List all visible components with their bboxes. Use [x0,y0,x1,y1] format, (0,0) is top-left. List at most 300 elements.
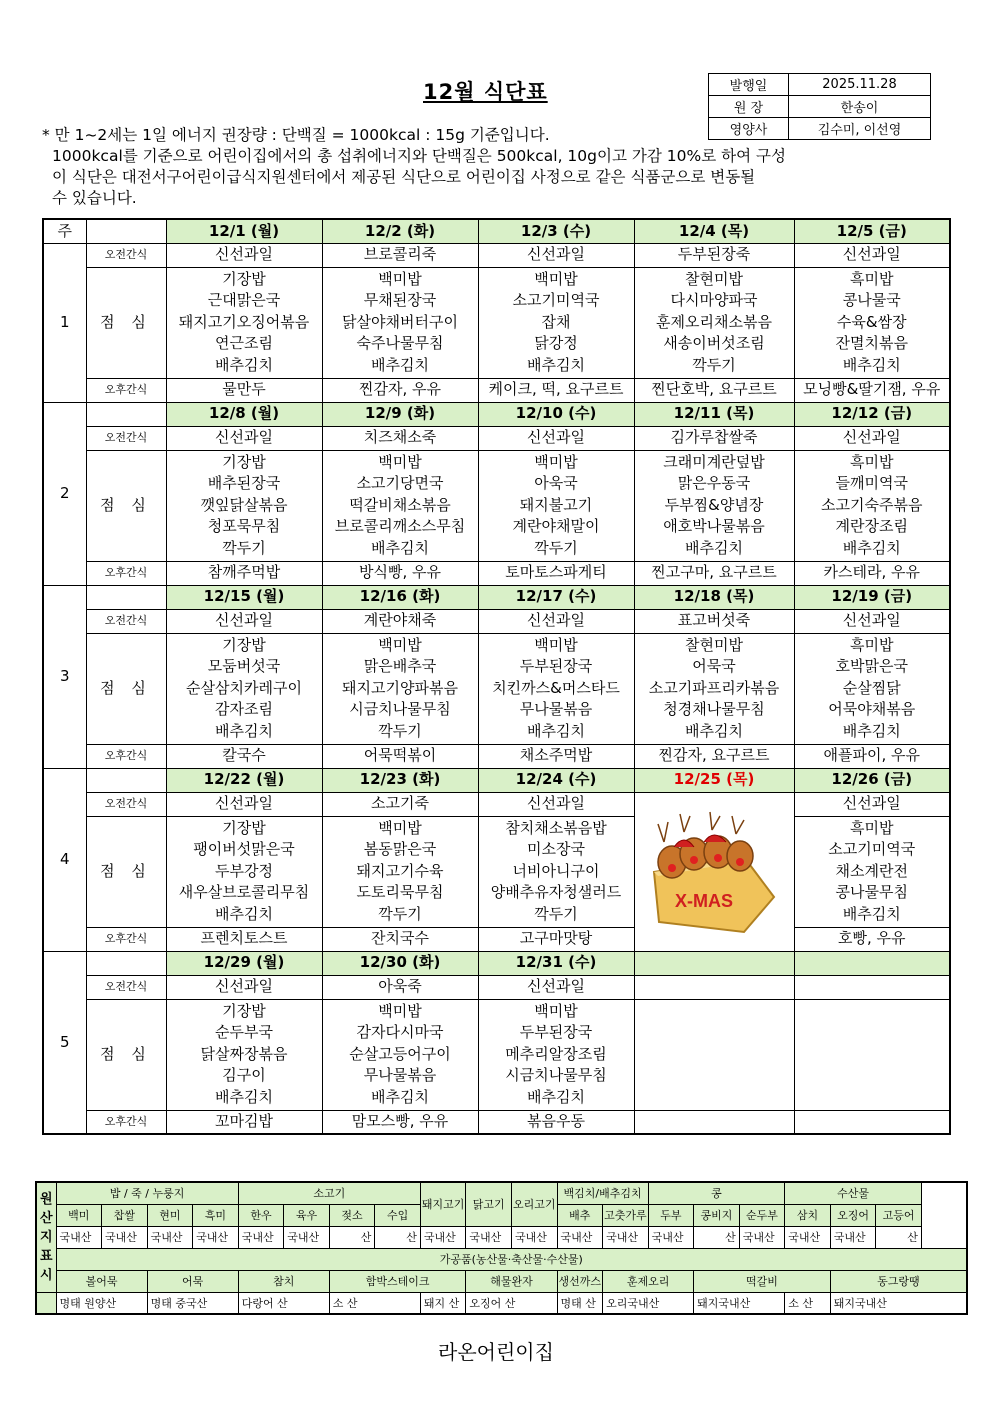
lunch-item: 떡갈비채소볶음 [349,495,451,514]
lunch-item: 순살찜닭 [842,678,901,697]
pm-snack-cell [794,1110,950,1134]
lunch-item: 깍두기 [534,904,578,923]
am-snack-label: 오전간식 [86,975,166,999]
day-header: 12/9 (화) [322,402,478,426]
am-snack-cell: 신선과일 [478,609,634,633]
origin-processed-value: 오징어 산 [466,1292,557,1314]
lunch-item: 깻잎닭살볶음 [200,495,288,514]
day-header: 12/8 (월) [166,402,322,426]
origin-item-value: 국내산 [511,1226,557,1248]
lunch-item: 기장밥 [222,818,266,837]
info-label: 원 장 [709,96,789,118]
origin-item-value: 산 [329,1226,375,1248]
origin-item-name: 오징어 [830,1204,876,1226]
lunch-item: 닭살짜장볶음 [200,1044,288,1063]
pm-snack-cell: 볶음우동 [478,1110,634,1134]
info-label: 영양사 [709,118,789,140]
notice-line: 수 있습니다. [52,189,137,207]
am-snack-cell: 김가루찹쌀죽 [634,426,794,450]
lunch-item: 백미밥 [378,269,422,288]
lunch-item: 근대맑은국 [207,291,281,310]
lunch-item: 배추김치 [215,1087,273,1106]
origin-processed-name-row [36,1270,967,1292]
lunch-item: 흑미밥 [850,635,894,654]
am-snack-cell: 신선과일 [794,609,950,633]
pm-snack-cell: 토마토스파게티 [478,561,634,585]
am-snack-cell: 신선과일 [166,426,322,450]
pm-snack-cell: 케이크, 떡, 요구르트 [478,378,634,402]
lunch-cell [166,999,322,1110]
lunch-item: 무나물볶음 [519,700,593,719]
lunch-item: 배추김치 [215,904,273,923]
pm-snack-cell: 카스테라, 우유 [794,561,950,585]
origin-processed-name: 떡갈비 [694,1270,831,1292]
am-snack-label: 오전간식 [86,243,166,267]
am-snack-row [43,609,950,633]
pm-snack-row [43,561,950,585]
day-header: 12/31 (수) [478,951,634,975]
lunch-item: 참치채소볶음밥 [505,818,607,837]
header-blank [86,219,166,243]
day-header [634,951,794,975]
pm-snack-cell: 꼬마김밥 [166,1110,322,1134]
day-header: 12/29 (월) [166,951,322,975]
day-header: 12/19 (금) [794,585,950,609]
day-header: 12/18 (목) [634,585,794,609]
lunch-cell [794,816,950,927]
notice [42,125,962,209]
lunch-item: 닭강정 [534,334,578,353]
lunch-cell [322,267,478,378]
lunch-item: 백미밥 [378,1001,422,1020]
week-header-row [43,219,950,243]
lunch-item: 도토리묵무침 [356,883,444,902]
lunch-item: 호박맑은국 [835,657,908,676]
lunch-item: 소고기숙주볶음 [821,495,923,514]
pm-snack-cell: 호빵, 우유 [794,927,950,951]
origin-item-value: 국내산 [284,1226,330,1248]
week-number: 2 [43,402,86,585]
week-header-row [43,768,950,792]
origin-table [35,1181,968,1315]
day-header: 12/2 (화) [322,219,478,243]
lunch-item: 배추김치 [371,1087,429,1106]
origin-item-value: 국내산 [193,1226,239,1248]
origin-processed-name: 생선까스 [557,1270,603,1292]
origin-processed-value: 명태 중국산 [147,1292,238,1314]
pm-snack-cell: 프렌치토스트 [166,927,322,951]
origin-item-name: 흑미 [193,1204,239,1226]
lunch-item: 잔멸치볶음 [835,334,908,353]
origin-item-value: 산 [375,1226,421,1248]
origin-item-value: 국내산 [102,1226,148,1248]
lunch-item: 기장밥 [222,1001,266,1020]
lunch-item: 어묵국 [692,657,736,676]
day-header: 12/16 (화) [322,585,478,609]
pm-snack-cell: 물만두 [166,378,322,402]
lunch-cell [166,267,322,378]
lunch-item: 배추김치 [215,721,273,740]
am-snack-cell: 신선과일 [794,426,950,450]
lunch-item: 연근조림 [215,334,273,353]
pm-snack-cell: 찐감자, 우유 [322,378,478,402]
lunch-item: 깍두기 [534,538,578,557]
pm-snack-cell [634,1110,794,1134]
lunch-row [43,267,950,378]
origin-item-name: 고등어 [876,1204,922,1226]
lunch-item: 아욱국 [534,474,578,493]
lunch-row [43,816,950,927]
lunch-item: 청포묵무침 [207,517,281,536]
origin-item-name: 한우 [238,1204,284,1226]
origin-item-name: 두부 [648,1204,694,1226]
lunch-row [43,999,950,1110]
lunch-item: 배추김치 [685,538,743,557]
lunch-item: 콩나물무침 [835,883,908,902]
lunch-item: 두부된장국 [519,657,593,676]
day-header: 12/11 (목) [634,402,794,426]
origin-item-value: 국내산 [785,1226,831,1248]
lunch-item: 배추김치 [842,721,901,740]
menu-table [42,218,951,1135]
lunch-item: 흑미밥 [850,452,894,471]
origin-processed-name: 참치 [238,1270,329,1292]
origin-side-char: 표 [39,1248,53,1264]
lunch-item: 기장밥 [222,269,266,288]
origin-processed-title-row [36,1248,967,1270]
lunch-cell [794,999,950,1110]
origin-processed-value: 돼지국내산 [830,1292,967,1314]
am-snack-cell: 표고버섯죽 [634,609,794,633]
origin-item-name: 현미 [147,1204,193,1226]
lunch-item: 깍두기 [378,721,422,740]
week-header-row [43,951,950,975]
lunch-item: 기장밥 [222,635,266,654]
lunch-item: 순살고등어구이 [349,1044,451,1063]
day-header: 12/22 (월) [166,768,322,792]
lunch-item: 모둠버섯국 [207,657,281,676]
lunch-item: 백미밥 [534,269,578,288]
day-header: 12/26 (금) [794,768,950,792]
lunch-item: 김구이 [222,1066,266,1085]
week-number: 3 [43,585,86,768]
origin-side-char: 산 [39,1210,53,1226]
week-header-row [43,402,950,426]
lunch-cell [478,633,634,744]
origin-item-value: 국내산 [557,1226,603,1248]
origin-processed-value-row [36,1292,967,1314]
week-number: 1 [43,243,86,402]
day-header: 12/30 (화) [322,951,478,975]
origin-side-char: 원 [39,1191,53,1207]
origin-processed-name: 훈제오리 [603,1270,694,1292]
pm-snack-cell: 찐단호박, 요구르트 [634,378,794,402]
origin-side-char: 시 [39,1267,53,1283]
pm-snack-cell: 참깨주먹밥 [166,561,322,585]
lunch-item: 잡채 [541,312,571,331]
lunch-item: 닭살야채버터구이 [342,312,458,331]
lunch-item: 백미밥 [534,452,578,471]
lunch-item: 배추김치 [371,538,429,557]
header-blank [86,768,166,792]
lunch-label: 점 심 [86,450,166,561]
lunch-cell [322,999,478,1110]
origin-processed-value: 오리국내산 [603,1292,694,1314]
lunch-cell [322,450,478,561]
am-snack-row [43,975,950,999]
lunch-item: 백미밥 [378,818,422,837]
lunch-item: 봄동맑은국 [363,840,437,859]
pm-snack-label: 오후간식 [86,927,166,951]
lunch-item: 소고기파프리카볶음 [648,678,780,697]
lunch-cell [322,816,478,927]
origin-item-value: 국내산 [466,1226,512,1248]
am-snack-cell: 신선과일 [166,609,322,633]
lunch-row [43,450,950,561]
am-snack-cell: 신선과일 [166,792,322,816]
lunch-item: 백미밥 [378,452,422,471]
origin-processed-value: 명태 원양산 [56,1292,147,1314]
origin-item-name: 수입 [375,1204,421,1226]
lunch-item: 애호박나물볶음 [663,517,765,536]
lunch-item: 순두부국 [215,1023,273,1042]
xmas-reindeer-icon [644,802,784,942]
pm-snack-cell: 모닝빵&딸기잼, 우유 [794,378,950,402]
origin-group: 콩 [648,1182,785,1204]
week-header: 주 [43,219,86,243]
am-snack-row [43,426,950,450]
day-header: 12/23 (화) [322,768,478,792]
am-snack-cell: 신선과일 [478,792,634,816]
day-header: 12/12 (금) [794,402,950,426]
lunch-item: 배추김치 [527,355,585,374]
pm-snack-cell: 맘모스빵, 우유 [322,1110,478,1134]
lunch-item: 맑은우동국 [677,474,751,493]
origin-group: 소고기 [238,1182,420,1204]
lunch-item: 돼지고기오징어볶음 [178,312,310,331]
lunch-label: 점 심 [86,267,166,378]
lunch-item: 깍두기 [692,355,736,374]
lunch-label: 점 심 [86,816,166,927]
lunch-item: 흑미밥 [850,269,894,288]
origin-side-char: 지 [39,1229,53,1245]
lunch-cell [166,633,322,744]
info-row [709,96,931,118]
pm-snack-row [43,927,950,951]
day-header: 12/24 (수) [478,768,634,792]
lunch-item: 배추김치 [842,904,901,923]
day-header: 12/15 (월) [166,585,322,609]
lunch-item: 순살삼치카레구이 [186,678,302,697]
lunch-item: 소고기당면국 [356,474,444,493]
lunch-item: 숙주나물무침 [356,334,444,353]
lunch-item: 두부강정 [215,861,273,880]
info-value: 2025.11.28 [789,74,931,96]
origin-group: 닭고기 [466,1182,512,1226]
lunch-item: 들깨미역국 [835,474,908,493]
lunch-cell [634,633,794,744]
lunch-cell [166,816,322,927]
lunch-item: 돼지고기양파볶음 [342,678,458,697]
lunch-cell [794,450,950,561]
lunch-item: 흑미밥 [850,818,894,837]
origin-value-row [36,1226,967,1248]
footer-name: 라온어린이집 [438,1340,554,1364]
am-snack-cell: 브로콜리죽 [322,243,478,267]
lunch-cell [794,633,950,744]
lunch-item: 배추김치 [527,1087,585,1106]
header-blank [86,402,166,426]
pm-snack-label: 오후간식 [86,378,166,402]
pm-snack-cell: 잔치국수 [322,927,478,951]
origin-item-name: 삼치 [785,1204,831,1226]
am-snack-cell: 두부된장죽 [634,243,794,267]
week-header-row [43,585,950,609]
lunch-item: 크래미계란덮밥 [663,452,765,471]
origin-item-value: 산 [694,1226,740,1248]
lunch-cell [634,999,794,1110]
origin-item-value: 국내산 [238,1226,284,1248]
am-snack-cell [794,975,950,999]
am-snack-row [43,243,950,267]
origin-processed-name: 볼어묵 [56,1270,147,1292]
pm-snack-cell: 칼국수 [166,744,322,768]
lunch-item: 배추김치 [215,355,273,374]
origin-item-name: 찹쌀 [102,1204,148,1226]
origin-processed-value: 명태 산 [557,1292,603,1314]
lunch-item: 새우살브로콜리무침 [178,883,310,902]
info-label: 발행일 [709,74,789,96]
am-snack-cell: 신선과일 [794,792,950,816]
lunch-item: 백미밥 [378,635,422,654]
lunch-item: 찰현미밥 [685,635,743,654]
am-snack-cell: 신선과일 [478,975,634,999]
notice-line: * 만 1~2세는 1일 에너지 권장량 : 단백질 = 1000kcal : 15g 기준입니다. [42,126,550,144]
lunch-item: 메추리알장조림 [505,1044,607,1063]
lunch-item: 어묵야채볶음 [828,700,916,719]
lunch-cell [478,999,634,1110]
origin-processed-name: 동그랑땡 [830,1270,967,1292]
origin-item-value: 국내산 [147,1226,193,1248]
origin-item-value: 국내산 [739,1226,785,1248]
origin-group: 돼지고기 [420,1182,466,1226]
lunch-item: 백미밥 [534,635,578,654]
lunch-item: 수육&쌈장 [836,312,907,331]
am-snack-label: 오전간식 [86,426,166,450]
pm-snack-cell: 찐감자, 요구르트 [634,744,794,768]
am-snack-cell: 신선과일 [166,243,322,267]
lunch-cell [322,633,478,744]
day-header: 12/5 (금) [794,219,950,243]
am-snack-cell: 신선과일 [794,243,950,267]
lunch-item: 배추김치 [685,721,743,740]
day-header: 12/17 (수) [478,585,634,609]
pm-snack-cell: 찐고구마, 요구르트 [634,561,794,585]
origin-group: 수산물 [785,1182,922,1204]
lunch-item: 배추된장국 [207,474,281,493]
lunch-row [43,633,950,744]
lunch-item: 돼지불고기 [519,495,593,514]
lunch-item: 훈제오리채소볶음 [656,312,772,331]
origin-item-value: 산 [876,1226,922,1248]
lunch-item: 소고기미역국 [512,291,600,310]
origin-processed-value: 소 산 [329,1292,420,1314]
lunch-item: 무채된장국 [363,291,437,310]
lunch-item: 새송이버섯조림 [663,334,765,353]
origin-item-name: 백미 [56,1204,102,1226]
lunch-item: 시금치나물무침 [505,1066,607,1085]
origin-processed-name: 함박스테이크 [329,1270,466,1292]
lunch-item: 채소계란전 [835,861,908,880]
lunch-cell [478,450,634,561]
pm-snack-label: 오후간식 [86,744,166,768]
header-blank [86,951,166,975]
pm-snack-cell: 채소주먹밥 [478,744,634,768]
lunch-item: 치킨까스&머스타드 [492,678,620,697]
lunch-item: 다시마양파국 [670,291,758,310]
lunch-item: 기장밥 [222,452,266,471]
am-snack-label: 오전간식 [86,609,166,633]
day-header: 12/1 (월) [166,219,322,243]
lunch-item: 맑은배추국 [363,657,437,676]
origin-item-name: 순두부 [739,1204,785,1226]
pm-snack-row [43,1110,950,1134]
lunch-item: 양배추유자청샐러드 [490,883,622,902]
lunch-item: 깍두기 [378,904,422,923]
origin-item-name: 콩비지 [694,1204,740,1226]
week-number: 5 [43,951,86,1134]
lunch-cell [166,450,322,561]
am-snack-cell: 계란야채죽 [322,609,478,633]
origin-item-name: 배추 [557,1204,603,1226]
day-header: 12/10 (수) [478,402,634,426]
notice-line: 이 식단은 대전서구어린이급식지원센터에서 제공된 식단으로 어린이집 사정으로 같은 식품군으로 변동될 [52,168,756,186]
week-number: 4 [43,768,86,951]
lunch-cell [634,267,794,378]
lunch-item: 백미밥 [534,1001,578,1020]
day-header: 12/4 (목) [634,219,794,243]
info-row [709,74,931,96]
lunch-item: 계란장조림 [835,517,908,536]
am-snack-row [43,792,950,816]
origin-item-value: 국내산 [420,1226,466,1248]
notice-line: 1000kcal를 기준으로 어린이집에서의 총 섭취에너지와 단백질은 500kcal, 10g이고 가감 10%로 하여 구성 [52,147,786,165]
pm-snack-row [43,378,950,402]
header-blank [86,585,166,609]
lunch-item: 너비아니구이 [512,861,600,880]
pm-snack-label: 오후간식 [86,561,166,585]
lunch-item: 무나물볶음 [363,1066,437,1085]
page-title: 12월 식단표 [423,80,548,104]
origin-processed-value: 돼지국내산 [694,1292,785,1314]
day-header [794,951,950,975]
origin-group-row [36,1182,967,1204]
lunch-item: 배추김치 [371,355,429,374]
day-header: 12/3 (수) [478,219,634,243]
origin-processed-title: 가공품(농산물·축산물·수산물) [56,1248,967,1270]
lunch-item: 찰현미밥 [685,269,743,288]
lunch-item: 배추김치 [527,721,585,740]
day-header: 12/25 (목) [634,768,794,792]
am-snack-cell: 신선과일 [166,975,322,999]
origin-item-value: 국내산 [56,1226,102,1248]
lunch-cell [634,450,794,561]
am-snack-cell: 치즈채소죽 [322,426,478,450]
xmas-text: X-MAS [675,890,733,911]
origin-group: 밥 / 죽 / 누룽지 [56,1182,238,1204]
lunch-label: 점 심 [86,633,166,744]
pm-snack-cell: 방식빵, 우유 [322,561,478,585]
